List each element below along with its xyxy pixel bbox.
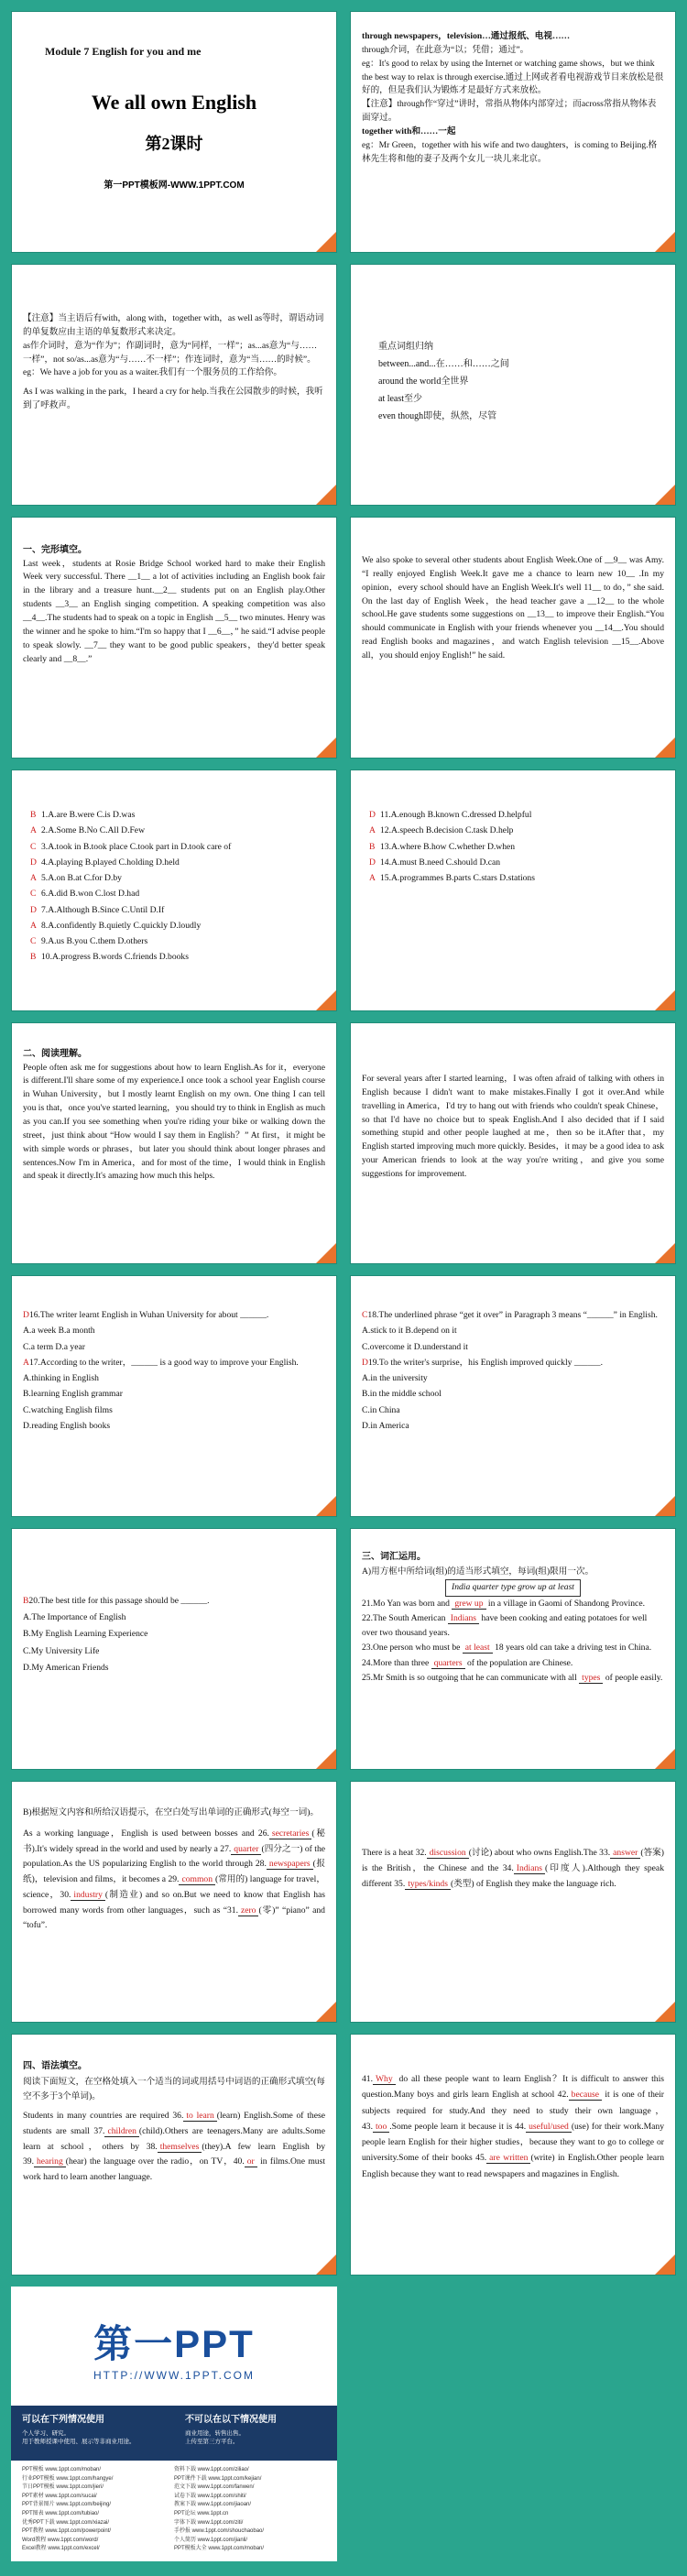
answer: hearing — [34, 2156, 66, 2167]
answer: zero — [238, 1905, 259, 1916]
para: eg：Mr Green，together with his wife and two daughters，is coming to Beijing.格林先生将和他的妻子及两个女儿一块儿来北京。 — [362, 139, 658, 164]
option-text: 3.A.took in B.took place C.took part in D.took care of — [41, 841, 232, 852]
instruction: B)根据短文内容和所给汉语提示，在空白处写出单词的正确形式(每空一词)。 — [23, 1807, 319, 1817]
links-left — [22, 2466, 174, 2556]
option: D.in America — [362, 1420, 409, 1431]
option: A.a week B.a month — [23, 1326, 95, 1337]
slide-body — [23, 312, 325, 413]
phrase-item: between...and...在……和……之间 — [378, 359, 509, 369]
option-text: 9.A.us B.you C.them D.others — [41, 936, 148, 947]
question: 22.The South American Indians have been cooking and eating potatoes for well over two thousand years. — [362, 1612, 648, 1639]
slide-body — [23, 1593, 325, 1676]
brand-url: HTTP://WWW.1PPT.COM — [93, 2369, 255, 2382]
option-row — [30, 886, 325, 901]
answer: newspapers — [267, 1859, 313, 1870]
slide-questions-1 — [11, 1275, 337, 1517]
usage-terms — [11, 2406, 337, 2461]
option: D.reading English books — [23, 1420, 111, 1431]
instruction: 阅读下面短文，在空格处填入一个适当的词或用括号中词语的正确形式填空(每空不多于3个单词)。 — [23, 2076, 325, 2102]
corner-decoration — [655, 1496, 675, 1516]
slide-notes — [11, 264, 337, 506]
option: B.learning English grammar — [23, 1389, 123, 1400]
corner-decoration — [655, 1243, 675, 1263]
option: C.My University Life — [23, 1645, 100, 1656]
links-right — [174, 2466, 326, 2556]
option-text: 14.A.must B.need C.should D.can — [380, 857, 501, 868]
usage-allowed: 可以在下列情况使用 个人学习、研究。 用于教师授课中使用、展示等非商业用途。 — [11, 2406, 174, 2461]
answer: Indians — [448, 1613, 479, 1624]
option-text: 13.A.where B.how C.whether D.when — [380, 841, 516, 852]
passage: As a working language，English is used between bosses and 26. secretaries (秘书).It's widely spread in the world and used by nearly a 27. quarter (四分之一) of the population.As the US popularizing English to the world through 28. newspapers (报纸)，television and films，it becomes a 29. common (常用的) language for travel，science，30. industry (制造业) and so on.But we need to know that English has borrowed many words from other languages，such as “31. zero (零)” “piano” and “tofu”. — [23, 1828, 326, 1931]
page-title: We all own English — [91, 91, 257, 114]
corner-decoration — [655, 2002, 675, 2022]
option-text: 4.A.playing B.played C.holding D.held — [41, 857, 180, 868]
answer: children — [104, 2126, 138, 2137]
slide-body — [23, 1307, 325, 1434]
option-row — [30, 855, 325, 870]
answer: Why — [373, 2074, 396, 2085]
slide-body — [362, 554, 664, 663]
answer: quarter — [231, 1844, 261, 1855]
slide-reading-2 — [350, 1022, 676, 1264]
resource-link[interactable]: 节日PPT模板 www.1ppt.com/jieri/ — [22, 2484, 104, 2491]
option: B.in the middle school — [362, 1389, 442, 1400]
answer: types — [579, 1673, 603, 1684]
corner-decoration — [316, 2254, 336, 2275]
slide-body — [378, 338, 664, 425]
slide-phrases — [350, 264, 676, 506]
passage: 41. Why do all these people want to learn English？It is difficult to answer this question.Many boys and girls learn English at school 42. because it is one of their subjects required for study.And they need to study their own language，43. too .Some people learn it because it is 44. useful/used (use) for their work.Many people learn English for their higher studies，because they want to go to college or university.Some of their books 45. are written (write) in English.Other people learn English because they want to read newspapers and magazines in English. — [362, 2074, 665, 2179]
answer: common — [179, 1874, 215, 1885]
options-list — [369, 807, 664, 886]
slide-body — [23, 1047, 325, 1184]
option: A.The Importance of English — [23, 1612, 126, 1623]
slide-title — [11, 11, 337, 253]
slide-body — [362, 2071, 664, 2182]
answer: types/kinds — [405, 1879, 451, 1890]
cloze-text: Last week，students at Rosie Bridge School worked hard to make their English Week very successful. There __1__ a lot of activities including an English book fair in the library and a treasure hunt.__2__ students put on an English play.Other students __3__ an English singing competition. A speaking competition was also __4__.The students had to speak on a topic in English __5__ two minutes. Henry was the winner and he spoke to him.“I'm so happy that I __6__，” he said.“I advise people to speak slowly. __7__ they want to be good public speakers，they'd better speak clearly and __8__.” — [23, 558, 325, 664]
options-list — [30, 807, 325, 966]
para: eg：It's good to relax by using the Internet or watching game shows，but we think the best way to relax is through exercise.通过上网或者看电视游戏节目来放松是很好的，但是我们认为锻炼才是最好方式来放松。 — [362, 58, 664, 96]
question: D19.To the writer's surprise，his English improved quickly ______. — [362, 1357, 603, 1368]
cloze-text: We also spoke to several other students about English Week.One of __9__ was Amy. “I really enjoyed English Week.It gave me a chance to learn new 10__ .In my opinion，every school should have an English Week.It's well 11__ to do，” she said. On the last day of English Week，the head teacher gave a __12__ to the whole school.He gave students some suggestions on __13__ to improve their English.“You should communicate in English with your friends whenever you __14__.You should read English books and magazines，and watch English television __15__.Above all，you should enjoy English!” he said. — [362, 555, 664, 661]
option-text: 1.A.are B.were C.is D.was — [41, 810, 136, 820]
option-text: 7.A.Although B.Since C.Until D.If — [41, 904, 165, 915]
answer-key: A — [369, 825, 376, 836]
slide-body — [362, 1846, 664, 1892]
option-row — [30, 918, 325, 933]
slide-cloze-1 — [11, 517, 337, 759]
answer-key: B — [30, 810, 37, 820]
option-text: 11.A.enough B.known C.dressed D.helpful — [380, 810, 532, 820]
resource-link[interactable]: 个人简历 www.1ppt.com/jianli/ — [174, 2537, 248, 2543]
answer: at least — [463, 1643, 493, 1654]
slide-grammar-2 — [350, 2034, 676, 2276]
option: A.thinking in English — [23, 1373, 99, 1384]
slide-grammar-1 — [11, 2034, 337, 2276]
option-row — [30, 933, 325, 949]
option: C.in China — [362, 1404, 400, 1415]
answer: or — [245, 2156, 257, 2167]
answer: industry — [71, 1890, 104, 1901]
question: 23.One person who must be at least 18 years old can take a driving test in China. — [362, 1643, 652, 1654]
answer-key: A — [30, 873, 37, 884]
corner-decoration — [316, 737, 336, 758]
answer-key: C — [30, 841, 37, 852]
slide-body — [23, 1806, 325, 1934]
resource-link[interactable]: 行业PPT模板 www.1ppt.com/hangye/ — [22, 2475, 114, 2482]
resource-link[interactable]: PPT课件下载 www.1ppt.com/kejian/ — [174, 2475, 262, 2482]
reading-text: People often ask me for suggestions about how to learn English.As for it，everyone is different.I'll share some of my experience.I once took a school year English course in Wuhan University，but I mostly learnt English on my own. One thing I can tell you is that，once you've started learning，you should try to think in English as much as you can.If you see something when you're riding your bike or walking down the street，just think about “How would I say them in English？” At first，it might be with simple words or phrases，but later you should think about longer phrases and sentences.Now I'm in America，and for most of the time，I would think in English and speak it directly.It's amazing how much this helps. — [23, 1062, 325, 1182]
answer: discussion — [427, 1848, 469, 1859]
para: through介词，在此意为“以；凭借；通过”。 — [362, 44, 529, 55]
corner-decoration — [316, 1496, 336, 1516]
question: C18.The underlined phrase “get it over” in Paragraph 3 means “______” in English. — [362, 1310, 658, 1320]
answer-key: D — [30, 904, 37, 915]
answer: to learn — [183, 2111, 216, 2122]
brand-watermark: 第一PPT模板网-WWW.1PPT.COM — [104, 180, 245, 191]
question: 25.Mr Smith is so outgoing that he can communicate with all types of people easily. — [362, 1673, 663, 1684]
module-label: Module 7 English for you and me — [45, 45, 202, 58]
section-heading: 四、语法填空。 — [23, 2061, 87, 2071]
answer: are written — [486, 2153, 530, 2164]
resource-link[interactable]: PPT论坛 www.1ppt.cn — [174, 2510, 229, 2516]
corner-decoration — [316, 232, 336, 252]
question: B20.The best title for this passage should be ______. — [23, 1596, 210, 1606]
brand-header — [11, 2287, 337, 2406]
slide-options-1 — [11, 770, 337, 1011]
option-row — [369, 807, 664, 823]
answer-key: B — [30, 952, 37, 963]
answer-key: C — [30, 889, 37, 900]
reading-text: For several years after I started learning，I was often afraid of talking with others in English because I didn't want to make mistakes.Finally I got it over.And while travelling in America，I'd try to hang out with friends who couldn't speak Chinese，so that I'd have no choice but to speak English.And I also decided that if I said something stupid and other people laughed at me，then so be it.After that，my English started improving much more quickly. Besides，it may be a good idea to ask your American friends to look at the way you're writing，and give you some suggestions for improvement. — [362, 1074, 664, 1180]
corner-decoration — [655, 485, 675, 505]
option-row — [30, 949, 325, 965]
answer: grew up — [452, 1599, 485, 1610]
option-text: 8.A.confidently B.quietly C.quickly D.loudly — [41, 920, 202, 931]
option: D.My American Friends — [23, 1662, 109, 1673]
para: as作介词时，意为“作为”；作副词时，意为“同样，一样”；as...as意为“与……一样”，not so/as...as意为“与……不一样”；作连词时，意为“当……的时候”。 — [23, 340, 318, 365]
slide-body — [362, 1073, 664, 1182]
answer-key: A — [23, 1357, 29, 1368]
option-row — [30, 870, 325, 886]
resource-link[interactable]: 字体下载 www.1ppt.com/ziti/ — [174, 2519, 244, 2526]
question: 24.More than three quarters of the population are Chinese. — [362, 1657, 573, 1668]
option-text: 15.A.programmes B.parts C.stars D.stations — [380, 873, 535, 884]
corner-decoration — [655, 990, 675, 1010]
resource-link[interactable]: 优秀PPT下载 www.1ppt.com/xiazai/ — [22, 2519, 110, 2526]
option-row — [30, 807, 325, 823]
lesson-label: 第2课时 — [145, 135, 203, 153]
slide-questions-2 — [350, 1275, 676, 1517]
answer-key: B — [369, 841, 376, 852]
section-heading: 二、阅读理解。 — [23, 1049, 87, 1059]
answer: useful/used — [526, 2122, 572, 2133]
slide-body — [23, 2058, 325, 2186]
brand-logo: 第一PPT — [93, 2322, 255, 2365]
instruction: A)用方框中所给词(组)的适当形式填空，每词(组)限用一次。 — [362, 1566, 594, 1577]
slide-body — [362, 1549, 664, 1686]
answer: secretaries — [269, 1828, 311, 1839]
option-row — [369, 823, 664, 838]
answer: too — [373, 2122, 389, 2133]
word-box: India quarter type grow up at least — [445, 1579, 581, 1596]
option-row — [369, 870, 664, 886]
para: together with和……一起 — [362, 126, 456, 137]
phrases-heading: 重点词组归纳 — [378, 342, 433, 352]
corner-decoration — [655, 737, 675, 758]
answer-key: A — [30, 825, 37, 836]
corner-decoration — [655, 2254, 675, 2275]
phrase-item: even though即使，纵然，尽管 — [378, 411, 497, 421]
answer-key: D — [369, 810, 376, 820]
resource-link[interactable]: PPT模板大全 www.1ppt.com/moban/ — [174, 2546, 265, 2552]
resource-link[interactable]: 手抄报 www.1ppt.com/shouchaobao/ — [174, 2528, 265, 2535]
option-row — [369, 839, 664, 855]
para: As I was walking in the park，I heard a cry for help.当我在公园散步的时候，我听到了呼救声。 — [23, 387, 323, 411]
option-text: 10.A.progress B.words C.friends D.books — [41, 952, 189, 963]
slide-body — [362, 30, 664, 167]
forbidden-heading: 不可以在以下情况使用 — [185, 2415, 277, 2425]
link-grid — [11, 2461, 337, 2561]
answer-key: D — [23, 1310, 29, 1320]
resource-link[interactable]: PPT背景图片 www.1ppt.com/beijing/ — [22, 2502, 112, 2508]
para: eg：We have a job for you as a waiter.我们有一个服务员的工作给你。 — [23, 367, 282, 378]
resource-link[interactable]: 试卷下载 www.1ppt.com/shiti/ — [174, 2493, 246, 2499]
answer-key: A — [369, 873, 376, 884]
answer-key: A — [30, 920, 37, 931]
resource-link[interactable]: PPT教程 www.1ppt.com/powerpoint/ — [22, 2528, 112, 2535]
resource-link[interactable]: PPT素材 www.1ppt.com/sucai/ — [22, 2493, 97, 2499]
section-heading: 一、完形填空。 — [23, 545, 87, 555]
resource-link[interactable]: PPT图表 www.1ppt.com/tubiao/ — [22, 2510, 100, 2516]
phrase-item: at least至少 — [378, 394, 423, 404]
option-text: 5.A.on B.at C.for D.by — [41, 873, 122, 884]
corner-decoration — [316, 2002, 336, 2022]
answer-key: C — [362, 1310, 368, 1320]
slide-options-2 — [350, 770, 676, 1011]
slide-brand-footer — [11, 2287, 337, 2561]
slide-vocab-b2 — [350, 1781, 676, 2023]
option-row — [30, 839, 325, 855]
resource-link[interactable]: Excel教程 www.1ppt.com/excel/ — [22, 2546, 100, 2552]
answer-key: C — [30, 936, 37, 947]
answer: because — [569, 2090, 602, 2101]
answer-key: B — [23, 1596, 29, 1606]
option-row — [30, 902, 325, 918]
option: B.My English Learning Experience — [23, 1629, 148, 1640]
option-text: 12.A.speech B.decision C.task D.help — [380, 825, 514, 836]
slide-body — [23, 543, 325, 666]
option: C.a term D.a year — [23, 1341, 85, 1352]
slide-through — [350, 11, 676, 253]
corner-decoration — [316, 1243, 336, 1263]
resource-link[interactable]: Word教程 www.1ppt.com/word/ — [22, 2537, 99, 2543]
answer-key: D — [30, 857, 37, 868]
option-text: 2.A.Some B.No C.All D.Few — [41, 825, 145, 836]
slide-vocab-b1 — [11, 1781, 337, 2023]
question: D16.The writer learnt English in Wuhan University for about ______. — [23, 1310, 269, 1320]
resource-link[interactable]: PPT模板 www.1ppt.com/moban/ — [22, 2467, 102, 2472]
question: 21.Mo Yan was born and grew up in a village in Gaomi of Shandong Province. — [362, 1598, 645, 1609]
answer: themselves — [158, 2142, 202, 2153]
answer-key: D — [369, 857, 376, 868]
passage: Students in many countries are required 36. to learn (learn) English.Some of these students are small 37. children (child).Others are teenagers.Many are adults.Some learn at school，others by 38. themselves (they).A few learn English by 39. hearing (hear) the language over the radio，on TV，40. or in films.One must work hard to learn another language. — [23, 2111, 326, 2183]
para: through newspapers，television…通过报纸、电视…… — [362, 31, 571, 41]
answer: answer — [610, 1848, 640, 1859]
corner-decoration — [655, 1749, 675, 1769]
option: C.overcome it D.understand it — [362, 1341, 468, 1352]
slide-body — [362, 1307, 664, 1434]
slide-vocab-a — [350, 1528, 676, 1770]
para: 【注意】through作“穿过”讲时，常指从物体内部穿过；而across常指从物体表面穿过。 — [362, 99, 657, 124]
slide-reading-1 — [11, 1022, 337, 1264]
slide-cloze-2 — [350, 517, 676, 759]
option: C.watching English films — [23, 1404, 113, 1415]
section-heading: 三、词汇运用。 — [362, 1552, 426, 1562]
allowed-heading: 可以在下列情况使用 — [22, 2415, 104, 2425]
option-text: 6.A.did B.won C.lost D.had — [41, 889, 140, 900]
question: A17.According to the writer，______ is a good way to improve your English. — [23, 1357, 299, 1368]
answer: Indians — [514, 1863, 545, 1874]
usage-forbidden: 不可以在以下情况使用 商业用途，转售出售。 上传至第三方平台。 — [174, 2406, 337, 2461]
option: A.in the university — [362, 1373, 428, 1384]
para: 【注意】当主语后有with，along with，together with，as well as等时，谓语动词的单复数应由主语的单复数形式来决定。 — [23, 313, 324, 337]
resource-link[interactable]: 范文下载 www.1ppt.com/fanwen/ — [174, 2484, 255, 2491]
phrase-item: around the world全世界 — [378, 377, 469, 387]
resource-link[interactable]: 教案下载 www.1ppt.com/jiaoan/ — [174, 2502, 252, 2508]
answer: quarters — [431, 1658, 465, 1669]
option: A.stick to it B.depend on it — [362, 1326, 457, 1337]
corner-decoration — [316, 485, 336, 505]
passage: There is a heat 32. discussion (讨论) about who owns English.The 33. answer (答案) is the British，the Chinese and the 34. Indians (印度人).Although they speak different 35. types/kinds (类型) of English they make the language rich. — [362, 1848, 664, 1889]
resource-link[interactable]: 资料下载 www.1ppt.com/ziliao/ — [174, 2467, 249, 2472]
slide-questions-3 — [11, 1528, 337, 1770]
answer-key: D — [362, 1357, 368, 1368]
option-row — [369, 855, 664, 870]
option-row — [30, 823, 325, 838]
corner-decoration — [655, 232, 675, 252]
corner-decoration — [316, 1749, 336, 1769]
corner-decoration — [316, 990, 336, 1010]
